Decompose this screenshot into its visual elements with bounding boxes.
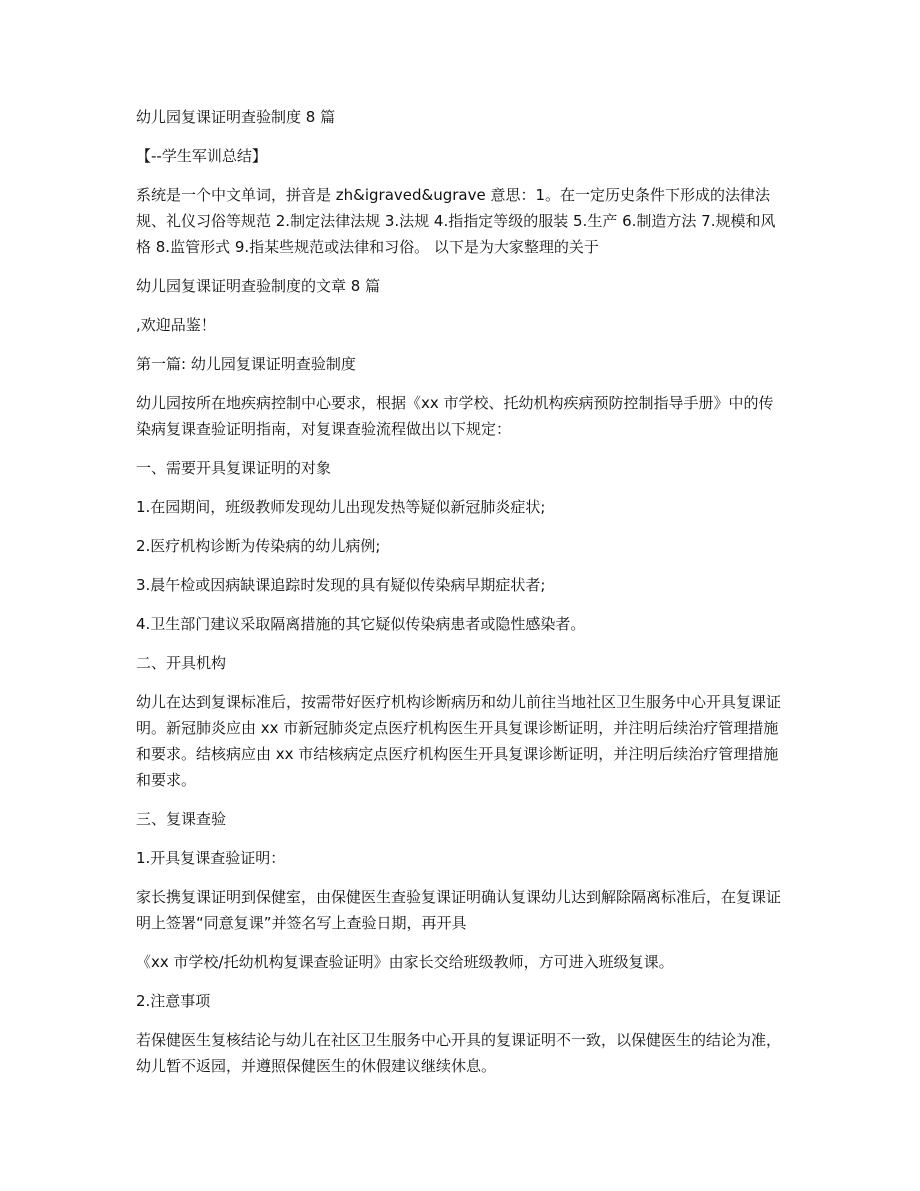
paragraph-5: 若保健医生复核结论与幼儿在社区卫生服务中心开具的复课证明不一致，以保健医生的结论为准，幼儿暂不返园，并遵照保健医生的休假建议继续休息。 bbox=[136, 1031, 782, 1075]
part-1-title: 第一篇: 幼儿园复课证明查验制度 bbox=[136, 355, 356, 373]
paragraph-1: 幼儿园按所在地疾病控制中心要求，根据《xx 市学校、托幼机构疾病预防控制指导手册》中的传染病复课查验证明指南，对复课查验流程做出以下规定： bbox=[136, 394, 774, 438]
list-item: 3.晨午检或因病缺课追踪时发现的具有疑似传染病早期症状者; bbox=[136, 576, 546, 594]
subsection-1-heading: 1.开具复课查验证明： bbox=[136, 849, 286, 867]
section-2-heading: 二、开具机构 bbox=[136, 654, 227, 672]
paragraph-3: 家长携复课证明到保健室，由保健医生查验复课证明确认复课幼儿达到解除隔离标准后，在复课证明上签署“同意复课”并签名写上查验日期，再开具 bbox=[136, 888, 782, 932]
document-subtitle: 幼儿园复课证明查验制度的文章 8 篇 bbox=[136, 277, 381, 295]
section-1-heading: 一、需要开具复课证明的对象 bbox=[136, 459, 332, 477]
paragraph-2: 幼儿在达到复课标准后，按需带好医疗机构诊断病历和幼儿前往当地社区卫生服务中心开具复课证明。新冠肺炎应由 xx 市新冠肺炎定点医疗机构医生开具复课诊断证明，并注明后续治疗管理措施和要求。结核病应由 xx 市结核病定点医疗机构医生开具复课诊断证明，并注明后续治疗管理措施和要求。 bbox=[136, 693, 782, 789]
document-title: 幼儿园复课证明查验制度 8 篇 bbox=[136, 108, 336, 126]
intro-paragraph: 系统是一个中文单词，拼音是 zh&igraved&ugrave 意思：1。在一定历史条件下形成的法律法规、礼仪习俗等规范 2.制定法律法规 3.法规 4.指指定等级的服装 5.生产 6.制造方法 7.规模和风格 8.监管形式 9.指某些规范或法律和习俗。 以下是为大家整理的关于 bbox=[136, 186, 776, 256]
document-tag: 【--学生军训总结】 bbox=[136, 147, 267, 165]
welcome-line: ,欢迎品鉴！ bbox=[136, 316, 216, 334]
list-item: 4.卫生部门建议采取隔离措施的其它疑似传染病患者或隐性感染者。 bbox=[136, 615, 586, 633]
subsection-2-heading: 2.注意事项 bbox=[136, 992, 211, 1010]
document-page bbox=[136, 104, 786, 1092]
paragraph-4: 《xx 市学校/托幼机构复课查验证明》由家长交给班级教师，方可进入班级复课。 bbox=[136, 953, 674, 971]
section-3-heading: 三、复课查验 bbox=[136, 810, 227, 828]
list-item: 2.医疗机构诊断为传染病的幼儿病例; bbox=[136, 537, 381, 555]
list-item: 1.在园期间，班级教师发现幼儿出现发热等疑似新冠肺炎症状; bbox=[136, 498, 546, 516]
